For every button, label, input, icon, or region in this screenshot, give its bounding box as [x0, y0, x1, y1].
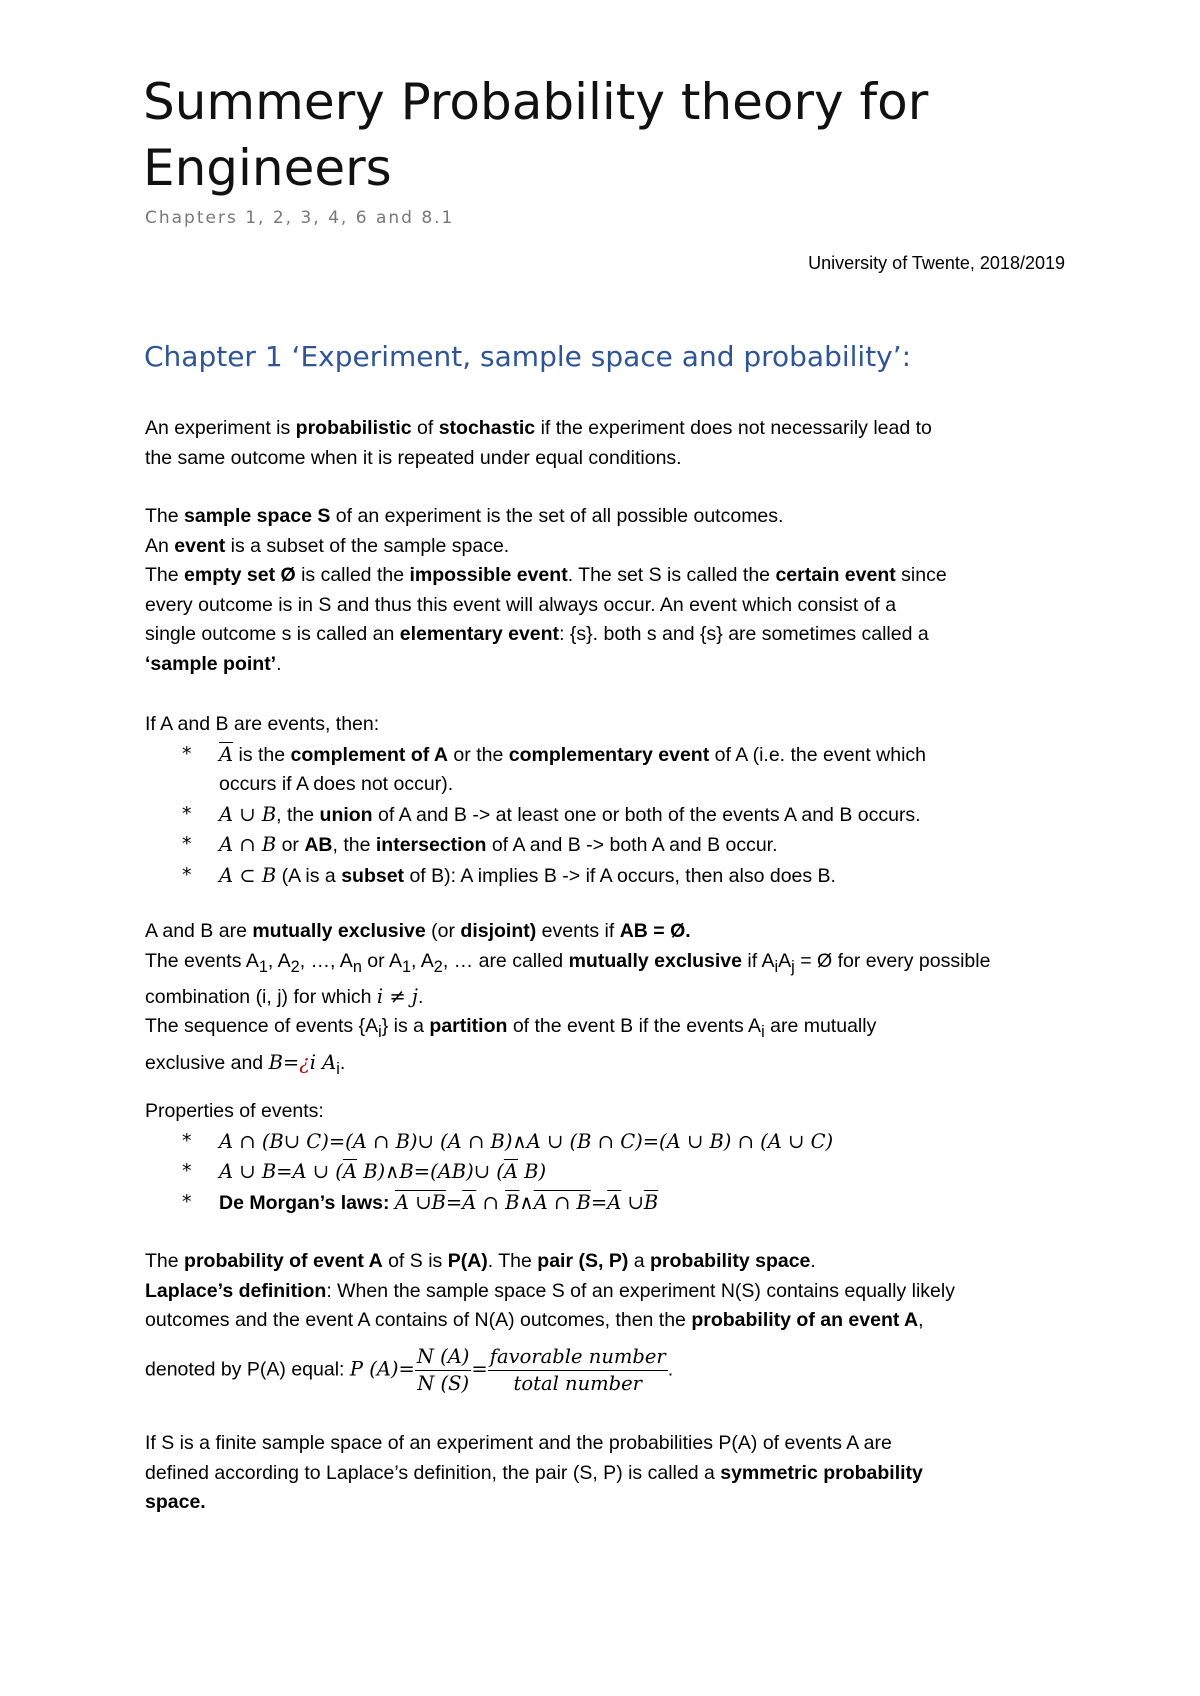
formula-line [145, 1344, 955, 1397]
text-line: occurs if A does not occur). [219, 773, 454, 795]
numerator: N (A) [415, 1344, 472, 1371]
text: , …, A [299, 949, 353, 972]
term-symmetric-probability: symmetric probability [720, 1461, 923, 1484]
math-distributive: A ∩ (B∪ C)=(A ∩ B)∪ (A ∩ B)∧A ∪ (B ∩ C)=(A ∪ B) ∩ (A ∪ C) [219, 1129, 834, 1153]
text: of B): A implies B -> if A occurs, then also does B. [404, 864, 836, 887]
bullet-icon: * [182, 833, 192, 855]
paragraph-sample-space [145, 502, 947, 679]
text: . [339, 1051, 346, 1074]
text: combination (i, j) for which [145, 985, 377, 1008]
text: is called the [295, 564, 410, 586]
math: = [471, 1357, 488, 1381]
bullet-icon: * [182, 1190, 192, 1213]
term-de-morgan: De Morgan’s laws [219, 1191, 383, 1214]
text-line [145, 561, 947, 591]
paragraph-mutually-exclusive [145, 917, 990, 1084]
text: of an experiment is the set of all possible outcomes. [330, 505, 784, 527]
text: (A is a [276, 864, 342, 887]
text-line [145, 620, 947, 650]
events-list [145, 740, 926, 892]
text: . [417, 985, 424, 1008]
text: A and B are [145, 920, 253, 942]
text: . [276, 652, 282, 675]
text-line [145, 1306, 955, 1336]
term-stochastic: stochastic [438, 417, 536, 439]
math: $\overline{A}$ [607, 1190, 622, 1214]
text-line [145, 650, 947, 680]
subscript: 1 [401, 957, 412, 976]
text-line [145, 947, 990, 982]
text-line [145, 1012, 990, 1047]
text: , A [411, 949, 434, 972]
subscript: n [352, 957, 362, 976]
math: A ∪B [394, 1190, 446, 1214]
text: : When the sample space S of an experiment N(S) contains equally likely [326, 1279, 955, 1302]
list-item [145, 1188, 833, 1219]
text: An [145, 534, 175, 557]
text: are mutually [764, 1015, 877, 1038]
term-elementary-event: elementary event [399, 623, 560, 645]
math-i-neq-j: i ≠ j [376, 984, 418, 1008]
text: of A and B -> at least one or both of the events A and B occurs. [372, 803, 921, 826]
paragraph-probability [145, 1247, 955, 1397]
math: $\overline{B}$ [505, 1190, 520, 1214]
text-line [145, 1048, 990, 1084]
subscript: i [774, 957, 779, 976]
text: of A (i.e. the event which [709, 743, 927, 766]
text: (or [425, 920, 461, 942]
document-title-line1: Summery Probability theory for [143, 73, 929, 131]
term-pa: P(A) [447, 1250, 488, 1272]
subscript: 1 [258, 957, 268, 976]
term-probabilistic: probabilistic [295, 417, 412, 439]
text-line [145, 1488, 923, 1518]
denominator: total number [513, 1371, 642, 1395]
text-line: If S is a finite sample space of an experiment and the probabilities P(A) of events A are [145, 1432, 892, 1454]
text: . [667, 1358, 674, 1381]
text: : [383, 1191, 395, 1214]
text-line [145, 414, 932, 444]
text: The [145, 505, 185, 527]
math: ∩ [476, 1190, 506, 1214]
text-line [145, 982, 990, 1013]
text: The events A [145, 949, 259, 972]
text: of the event B if the events A [507, 1015, 762, 1038]
term-pair: pair (S, P) [537, 1250, 629, 1272]
math: $\overline{A}$ [342, 1160, 358, 1183]
text: or [276, 834, 305, 856]
term-ab-empty: AB = Ø. [619, 920, 691, 942]
math: A ∩ B [533, 1190, 591, 1214]
numerator: favorable number [488, 1344, 668, 1371]
text: } is a [381, 1015, 430, 1038]
text: , the [332, 834, 376, 856]
text: = Ø for every possible [794, 949, 991, 972]
text: a [628, 1250, 651, 1272]
text: , A [267, 949, 291, 972]
properties-list [145, 1127, 833, 1219]
list-item [145, 740, 926, 800]
subscript: 2 [433, 957, 443, 976]
text: , the [276, 803, 320, 826]
document-subtitle: Chapters 1, 2, 3, 4, 6 and 8.1 [145, 208, 455, 228]
text-line [145, 1459, 923, 1489]
term-mutually-exclusive: mutually exclusive [252, 920, 426, 942]
term-ab: AB [304, 834, 333, 856]
fraction-na-ns [415, 1344, 472, 1397]
list-item [145, 1127, 833, 1158]
text-line [145, 502, 947, 532]
affiliation: University of Twente, 2018/2019 [808, 253, 1065, 273]
math: = [590, 1190, 608, 1214]
text-line [145, 532, 947, 562]
bullet-icon: * [182, 1129, 192, 1152]
text: if the experiment does not necessarily lead to [535, 417, 932, 439]
text: : {s}. both s and {s} are sometimes called a [559, 623, 929, 645]
term-sample-point: ‘sample point’ [145, 652, 277, 675]
paragraph-symmetric [145, 1429, 923, 1518]
text: or A [361, 949, 402, 972]
text: is the [233, 743, 291, 766]
text: if A [742, 949, 775, 972]
math: $\overline{B}$ [643, 1190, 659, 1214]
text: of S is [382, 1250, 448, 1272]
fraction-favorable-total [488, 1344, 668, 1397]
term-impossible-event: impossible event [409, 564, 568, 586]
term-probability-of-event: probability of an event A [691, 1309, 919, 1331]
term-empty-set: empty set Ø [184, 564, 296, 586]
math: B)∧B=(AB)∪ ( [357, 1160, 504, 1183]
term-complementary-event: complementary event [508, 743, 710, 766]
text: , [918, 1309, 924, 1331]
term-intersection: intersection [375, 834, 487, 856]
properties-intro: Properties of events: [145, 1100, 324, 1122]
bullet-icon: * [182, 1160, 192, 1182]
math: B) [517, 1160, 547, 1183]
term-disjoint: disjoint) [460, 920, 537, 942]
term-laplace: Laplace’s definition [145, 1279, 327, 1302]
math: ∧ [519, 1190, 534, 1214]
math: A ∪ B=A ∪ ( [219, 1160, 343, 1183]
text-line [145, 917, 990, 947]
text: single outcome s is called an [145, 623, 400, 645]
text: or the [448, 743, 509, 766]
text: of A and B -> both A and B occur. [486, 834, 778, 856]
bullet-icon: * [182, 863, 192, 886]
text: , … are called [442, 949, 569, 972]
term-subset: subset [341, 864, 405, 887]
list-item [145, 1157, 833, 1188]
list-item [145, 800, 926, 831]
text: is a subset of the sample space. [225, 534, 510, 557]
text-line: every outcome is in S and thus this event will always occur. An event which consist of a [145, 593, 897, 616]
math: ∪ [621, 1190, 644, 1214]
bullet-icon: * [182, 742, 192, 765]
term-probability-event: probability of event A [184, 1250, 383, 1272]
subscript: i [761, 1023, 765, 1042]
term-event: event [174, 534, 226, 557]
subscript: i [336, 1059, 340, 1078]
subscript: 2 [290, 957, 300, 976]
paragraph-experiment [145, 414, 932, 473]
text: events if [536, 920, 620, 942]
denominator: N (S) [417, 1371, 470, 1395]
text: . The set S is called the [567, 564, 776, 586]
math: $\overline{A}$ [462, 1190, 477, 1214]
term-probability-space: probability space [650, 1250, 811, 1272]
chapter-heading: Chapter 1 ‘Experiment, sample space and probability’: [144, 340, 912, 373]
math: B= [268, 1050, 300, 1074]
text-line: the same outcome when it is repeated under equal conditions. [145, 446, 682, 469]
math-intersection: A ∩ B [219, 833, 277, 856]
term-partition: partition [429, 1015, 508, 1038]
text: denoted by P(A) equal: [145, 1358, 350, 1381]
term-space: space. [145, 1491, 206, 1513]
text: . [810, 1250, 816, 1272]
text: of [411, 417, 439, 439]
math: i A [309, 1050, 337, 1074]
text: exclusive and [145, 1051, 269, 1074]
text: The [145, 1250, 185, 1272]
math: = [445, 1190, 463, 1214]
text: since [895, 564, 947, 586]
properties-section [145, 1097, 833, 1218]
math: $\overline{A}$ [503, 1160, 518, 1183]
term-certain-event: certain event [775, 564, 896, 586]
text-line [145, 1247, 955, 1277]
bullet-icon: * [182, 802, 192, 825]
document-title-line2: Engineers [143, 139, 392, 197]
math-error-glyph: ¿ [299, 1050, 310, 1074]
term-union: union [319, 803, 373, 826]
list-item [145, 830, 926, 861]
term-sample-space: sample space S [184, 505, 331, 527]
math: P (A)= [349, 1357, 415, 1381]
term-mutually-exclusive: mutually exclusive [568, 949, 742, 972]
text: The [145, 564, 185, 586]
events-section [145, 710, 926, 891]
math-subset: A ⊂ B [219, 863, 277, 887]
text: An experiment is [145, 417, 296, 439]
math-complement: $\overline{A}$ [219, 742, 234, 766]
events-intro: If A and B are events, then: [145, 713, 380, 735]
math-union: A ∪ B [219, 802, 277, 826]
subscript: i [378, 1023, 382, 1042]
text-line [145, 1277, 955, 1307]
text: defined according to Laplace’s definition, the pair (S, P) is called a [145, 1461, 721, 1484]
subscript: j [791, 957, 795, 976]
list-item [145, 861, 926, 892]
text: . The [487, 1250, 538, 1272]
text: The sequence of events {A [145, 1015, 379, 1038]
term-complement: complement of A [290, 743, 449, 766]
text: outcomes and the event A contains of N(A) outcomes, then the [145, 1309, 692, 1331]
text: A [778, 949, 792, 972]
